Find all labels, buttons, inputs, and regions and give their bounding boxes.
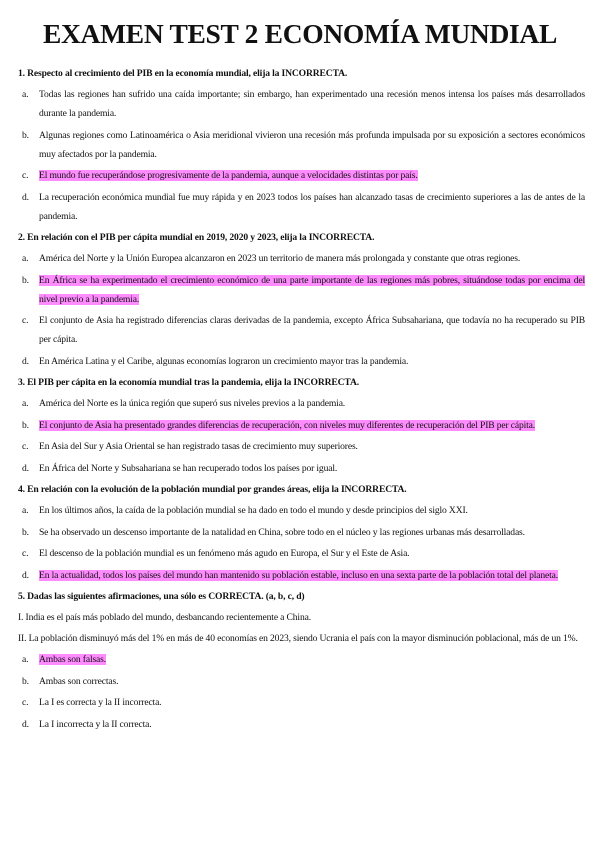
answer-option [18,311,585,349]
option-text: La I incorrecta y la II correcta. [39,718,152,730]
option-text: En América Latina y el Caribe, algunas economías lograron un crecimiento mayor tras la pandemia. [39,355,409,367]
option-label: c. [22,548,29,559]
option-text: América del Norte es la única región que superó sus niveles previos a la pandemia. [39,398,346,409]
option-label: b. [22,274,29,286]
answer-option [18,352,585,371]
option-label: a. [22,253,29,264]
option-label: d. [22,191,29,203]
option-text: Todas las regiones han sufrido una caída importante; sin embargo, han experimentado una recesión menos intensa los países más desarrollados durante la pandemia. [39,89,585,119]
question-heading: 2. En relación con el PIB per cápita mundial en 2019, 2020 y 2023, elija la INCORRECTA. [18,232,375,243]
option-text: El descenso de la población mundial es un fenómeno más agudo en Europa, el Sur y el Este de Asia. [39,548,410,559]
option-label: b. [22,675,29,687]
answer-option [18,501,585,520]
option-label: b. [22,419,29,431]
question-statement: I. India es el país más poblado del mundo, desbancando recientemente a China. [18,612,311,623]
answer-option [18,394,585,413]
answer-option-highlighted [18,166,585,185]
option-text: Ambas son falsas. [39,654,106,665]
answer-option [18,126,585,164]
option-label: a. [22,654,29,665]
answer-option [18,693,585,712]
question-heading: 4. En relación con la evolución de la población mundial por grandes áreas, elija la INCORRECTA. [18,484,407,495]
option-text: En África se ha experimentado el crecimiento económico de una parte importante de las regiones más pobres, situándose todas por encima del nivel previo a la pandemia. [39,274,585,305]
answer-option-highlighted [18,416,585,435]
answer-option-highlighted [18,566,585,585]
option-label: a. [22,398,29,409]
option-text: El conjunto de Asia ha registrado diferencias claras derivadas de la pandemia, excepto África Subsahariana, que todavía no ha recuperado su PIB per cápita. [39,315,585,345]
answer-option [18,672,585,691]
answer-option [18,249,585,268]
option-label: a. [22,89,29,100]
option-label: c. [22,170,29,181]
option-label: b. [22,526,29,538]
option-text: El mundo fue recuperándose progresivamente de la pandemia, aunque a velocidades distintas por país. [39,170,418,181]
option-label: b. [22,129,29,141]
option-text: El conjunto de Asia ha presentado grandes diferencias de recuperación, con niveles muy diferentes de recuperación del PIB per cápita. [39,419,536,431]
document-title: EXAMEN TEST 2 ECONOMÍA MUNDIAL [42,18,558,49]
question-statement: II. La población disminuyó más del 1% en más de 40 economías en 2023, siendo Ucrania el país con la mayor disminución poblacional, más de un 1%. [18,633,578,644]
option-text: La recuperación económica mundial fue muy rápida y en 2023 todos los países han alcanzado tasas de crecimiento superiores a las de antes de la pandemia. [39,191,585,222]
option-text: Algunas regiones como Latinoamérica o Asia meridional vivieron una recesión más profunda impulsada por su exposición a sectores económicos muy afectados por la pandemia. [39,129,585,160]
exam-content [18,64,585,736]
option-label: c. [22,315,29,326]
answer-option [18,544,585,563]
answer-option [18,523,585,542]
option-text: Ambas son correctas. [39,675,119,687]
option-text: En los últimos años, la caída de la población mundial se ha dado en todo el mundo y desde principios del siglo XXI. [39,505,468,516]
answer-option [18,188,585,226]
option-label: c. [22,697,29,708]
option-label: d. [22,462,29,474]
option-label: c. [22,441,29,452]
option-text: En África del Norte y Subsahariana se han recuperado todos los países por igual. [39,462,338,474]
question-heading: 1. Respecto al crecimiento del PIB en la economía mundial, elija la INCORRECTA. [18,68,348,79]
answer-option [18,715,585,734]
answer-option [18,85,585,123]
answer-option-highlighted [18,650,585,669]
answer-option-highlighted [18,271,585,309]
answer-option [18,437,585,456]
option-label: d. [22,569,29,581]
option-text: En Asia del Sur y Asia Oriental se han registrado tasas de crecimiento muy superiores. [39,441,358,452]
option-text: En la actualidad, todos los países del mundo han mantenido su población estable, incluso en una sexta parte de la población total del planeta. [39,569,558,581]
option-text: La I es correcta y la II incorrecta. [39,697,162,708]
option-text: América del Norte y la Unión Europea alcanzaron en 2023 un territorio de manera más prolongada y constante que otras regiones. [39,253,521,264]
option-label: d. [22,355,29,367]
answer-option [18,459,585,478]
option-label: a. [22,505,29,516]
question-heading: 3. El PIB per cápita en la economía mundial tras la pandemia, elija la INCORRECTA. [18,377,359,388]
option-label: d. [22,718,29,730]
option-text: Se ha observado un descenso importante de la natalidad en China, sobre todo en el núcleo y las regiones urbanas más desarrolladas. [39,526,525,538]
question-heading: 5. Dadas las siguientes afirmaciones, una sólo es CORRECTA. (a, b, c, d) [18,591,305,602]
